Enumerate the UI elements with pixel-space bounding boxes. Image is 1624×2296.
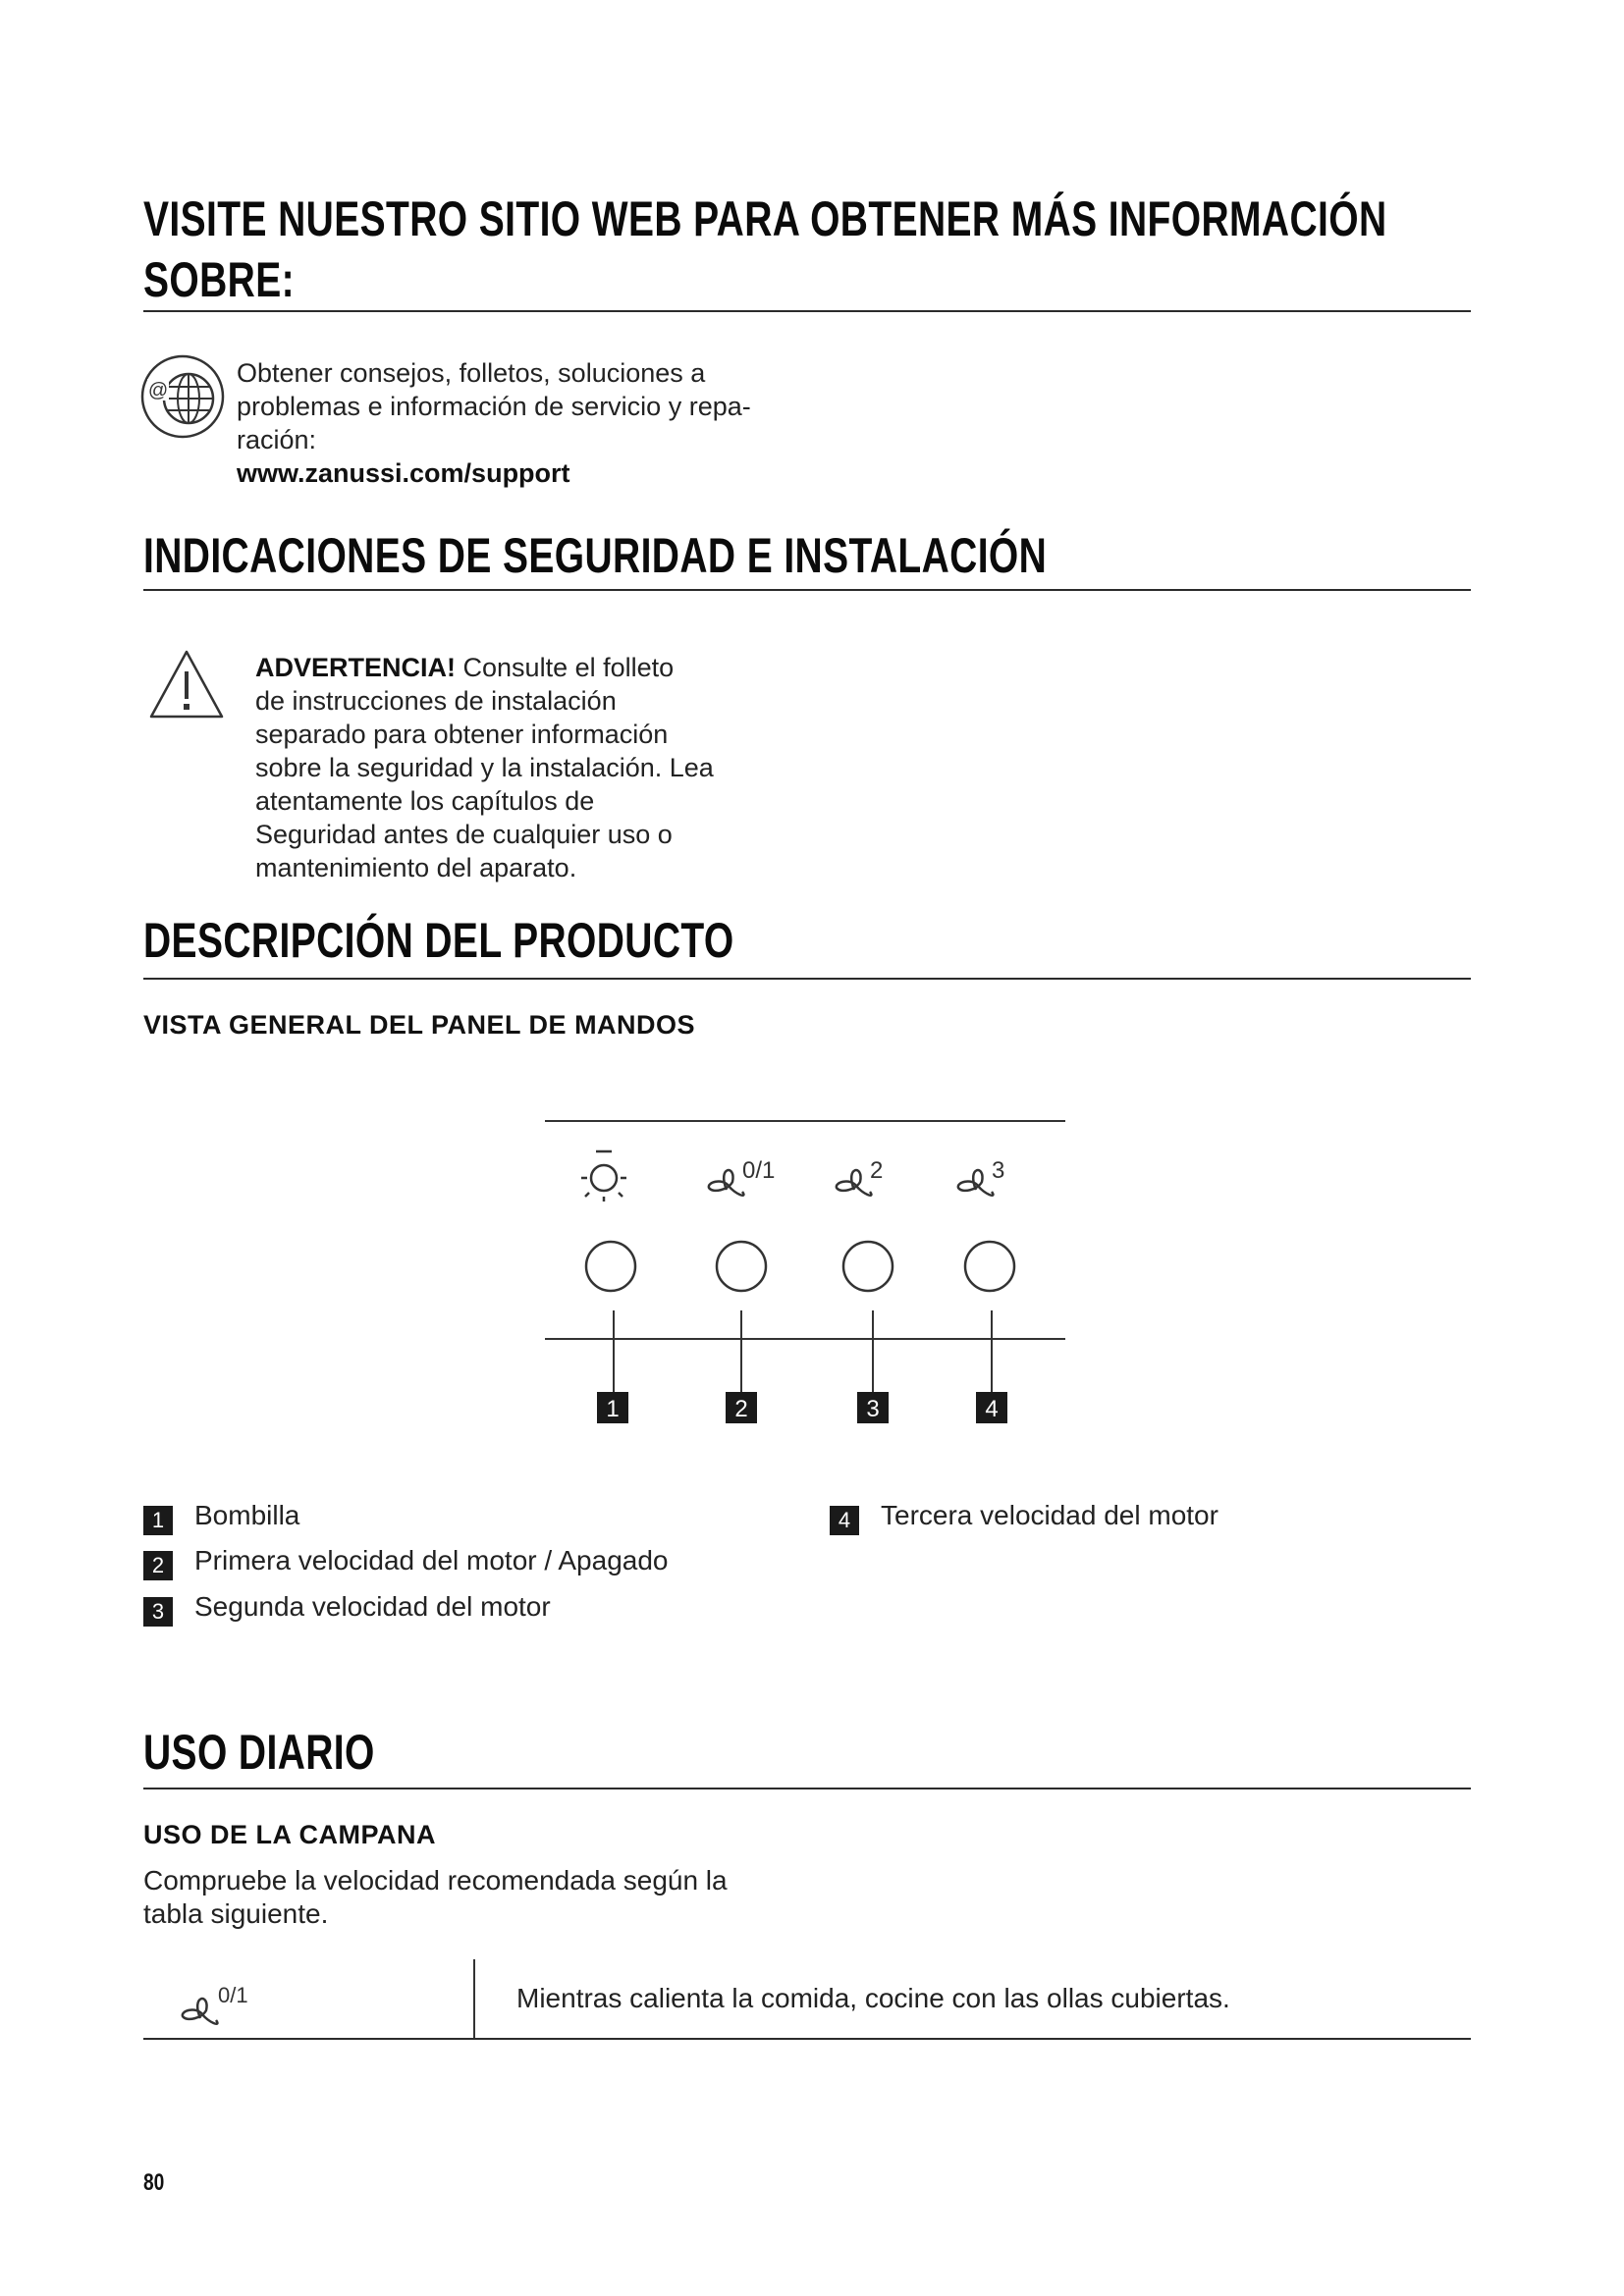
fan-icon-speed-3 [958,1170,994,1196]
warning-line6: Seguridad antes de cualquier uso o [255,820,673,849]
control-panel-diagram [540,1109,1070,1433]
product-divider [143,978,1471,980]
panel-button-2[interactable] [717,1242,766,1291]
callout-number-2: 2 [734,1396,748,1422]
legend-item [830,1499,1218,1535]
warning-line3: separado para obtener información [255,720,669,749]
warning-line1: Consulte el folleto [462,653,675,682]
table-column-divider [473,1959,475,2038]
svg-text:@: @ [147,380,169,401]
daily-use-intro-line2: tabla siguiente. [143,1898,329,1929]
safety-divider [143,589,1471,591]
warning-label: ADVERTENCIA! [255,653,457,682]
panel-speed-label-1: 0/1 [742,1157,776,1184]
table-bottom-rule [143,2038,1471,2040]
daily-use-divider [143,1788,1471,1789]
warning-line7: mantenimiento del aparato. [255,853,577,882]
table-row [143,1969,1471,2038]
legend-text: Tercera velocidad del motor [881,1500,1218,1530]
table-cell-text: Mientras calienta la comida, cocine con las ollas cubiertas. [516,1983,1230,2013]
page-number: 80 [143,2169,165,2196]
table-speed-label: 0/1 [218,1983,248,2007]
website-divider [143,310,1471,312]
legend-badge: 1 [143,1506,173,1535]
panel-speed-label-2: 2 [870,1157,884,1184]
safety-heading: INDICACIONES DE SEGURIDAD E INSTALACIÓN [143,528,1048,583]
product-heading: DESCRIPCIÓN DEL PRODUCTO [143,913,734,968]
panel-button-4[interactable] [965,1242,1014,1291]
warning-line2: de instrucciones de instalación [255,686,617,716]
legend-badge: 2 [143,1551,173,1580]
website-text-line1: Obtener consejos, folletos, soluciones a [237,358,706,388]
panel-button-1[interactable] [586,1242,635,1291]
warning-line4: sobre la seguridad y la instalación. Lea [255,753,714,782]
legend-item [143,1499,299,1535]
legend-text: Primera velocidad del motor / Apagado [194,1545,669,1575]
bulb-icon [581,1151,626,1201]
website-text-line3: ración: [237,425,317,454]
website-text-line2: problemas e información de servicio y repa- [237,392,751,421]
legend-text: Segunda velocidad del motor [194,1591,551,1622]
website-heading-line2: SOBRE: [143,252,296,307]
callout-number-3: 3 [866,1396,880,1422]
panel-button-3[interactable] [843,1242,893,1291]
daily-use-intro-line1: Compruebe la velocidad recomendada según la [143,1865,728,1896]
callout-number-1: 1 [606,1396,620,1422]
legend-text: Bombilla [194,1500,300,1530]
fan-icon-speed-1 [709,1170,744,1196]
warning-triangle-icon [147,648,226,721]
legend-badge: 4 [830,1506,859,1535]
callout-number-4: 4 [985,1396,999,1422]
speed-table [143,1969,1471,2038]
daily-use-heading: USO DIARIO [143,1725,375,1780]
warning-line5: atentamente los capítulos de [255,786,595,816]
panel-overview-subheading: VISTA GENERAL DEL PANEL DE MANDOS [143,1010,696,1040]
globe-at-icon [139,353,226,440]
fan-icon-speed-2 [837,1170,872,1196]
legend-item [143,1544,669,1580]
website-heading-line1: VISITE NUESTRO SITIO WEB PARA OBTENER MÁS INFORMACIÓN [143,191,1387,246]
panel-speed-label-3: 3 [992,1157,1005,1184]
legend-badge: 3 [143,1597,173,1627]
hood-use-subheading: USO DE LA CAMPANA [143,1820,436,1849]
legend-item [143,1590,551,1627]
support-link[interactable]: www.zanussi.com/support [237,458,570,488]
